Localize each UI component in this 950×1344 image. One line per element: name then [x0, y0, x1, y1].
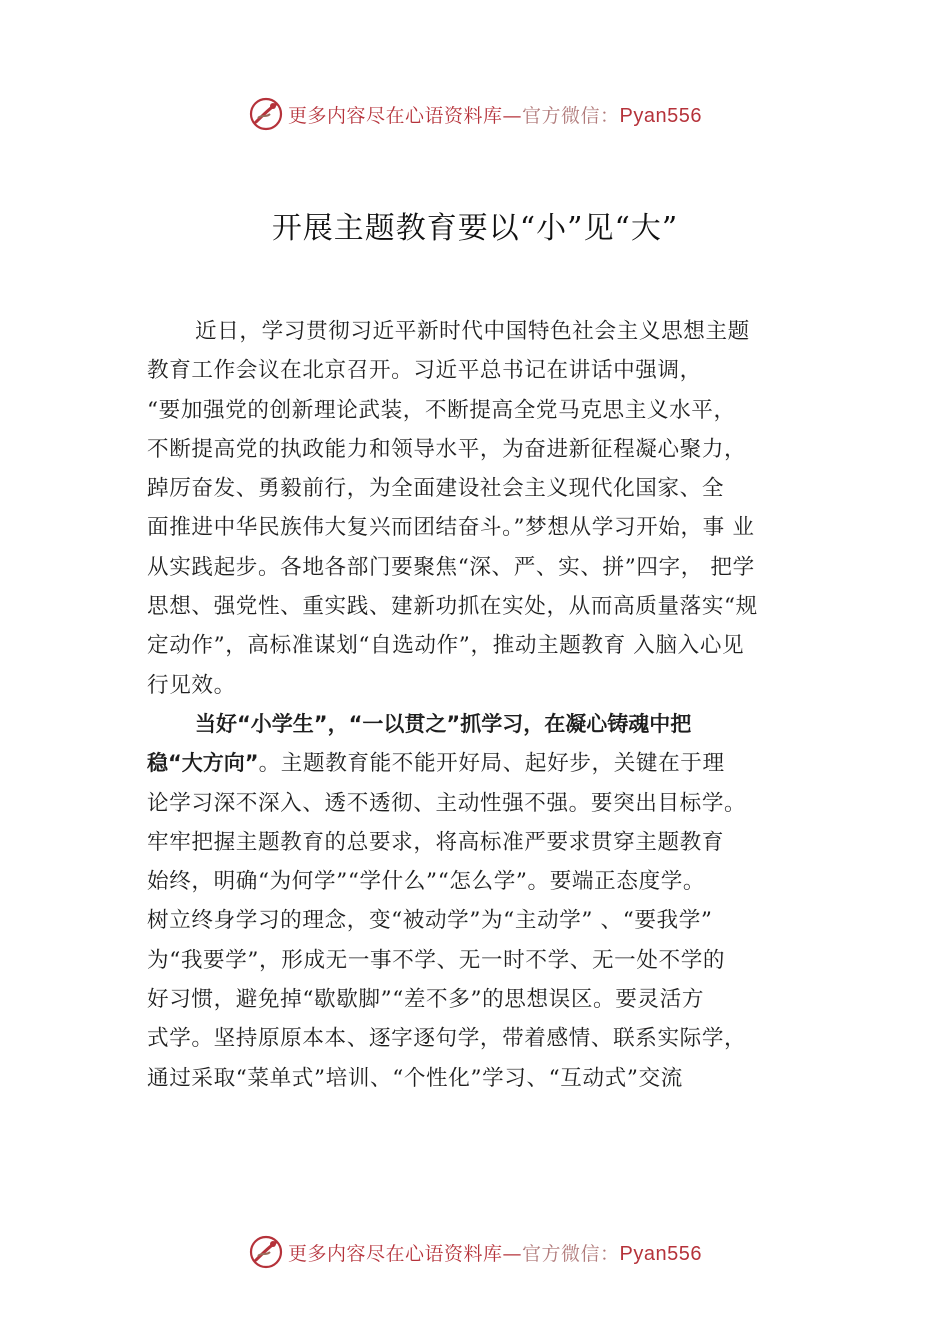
- banner-wechat-label: 官方微信：: [522, 104, 620, 127]
- brush-logo-icon: [248, 1234, 284, 1270]
- text-line-rest: 。主题教育能不能开好局、起好步，关键在于理: [258, 751, 725, 777]
- banner-separator: —: [502, 1242, 523, 1265]
- footer-banner: [0, 1232, 950, 1272]
- banner-main-text: 更多内容尽在心语资料库: [288, 104, 503, 127]
- text-line: 不断提高党的执政能力和领导水平，为奋进新征程凝心聚力，: [147, 436, 747, 462]
- section-heading-tail: 稳“大方向”: [147, 751, 259, 776]
- text-line: 始终，明确“为何学”“学什么”“怎么学”。要端正态度学。: [147, 869, 706, 895]
- text-line: 行见效。: [147, 672, 236, 698]
- banner-text: [288, 101, 702, 128]
- banner-separator: —: [502, 104, 523, 127]
- article-body: [147, 312, 827, 1098]
- paragraph-2: [147, 705, 827, 1098]
- text-line: 好习惯，避免掉“歇歇脚”“差不多”的思想误区。要灵活方: [147, 987, 705, 1013]
- text-line: 通过采取“菜单式”培训、“个性化”学习、“互动式”交流: [147, 1065, 683, 1091]
- text-line: 定动作”，高标准谋划“自选动作”，推动主题教育 入脑入心见: [147, 633, 745, 659]
- text-line: 踔厉奋发、勇毅前行，为全面建设社会主义现代化国家、全: [147, 476, 725, 502]
- text-line: 牢牢把握主题教育的总要求，将高标准严要求贯穿主题教育: [147, 829, 725, 855]
- banner-wechat-label: 官方微信：: [522, 1242, 620, 1265]
- banner-wechat-id: Pyan556: [619, 1242, 702, 1265]
- text-line: 近日，学习贯彻习近平新时代中国特色社会主义思想主题: [195, 319, 750, 344]
- banner-text: [288, 1239, 702, 1266]
- section-heading-line: 当好“小学生”，“一以贯之”抓学习，在凝心铸魂中把: [195, 711, 692, 736]
- paragraph-1: [147, 312, 827, 705]
- brush-logo-icon: [248, 96, 284, 132]
- text-line: 思想、强党性、重实践、建新功抓在实处，从而高质量落实“规: [147, 594, 758, 620]
- text-line: [147, 744, 827, 783]
- text-line: 树立终身学习的理念，变“被动学”为“主动学” 、“要我学”: [147, 908, 713, 934]
- text-line: 教育工作会议在北京召开。习近平总书记在讲话中强调，: [147, 358, 702, 384]
- banner-main-text: 更多内容尽在心语资料库: [288, 1242, 503, 1265]
- header-banner: [0, 94, 950, 134]
- text-line: 从实践起步。各地各部门要聚焦“深、严、实、拼”四字， 把学: [147, 554, 755, 580]
- text-line: 式学。坚持原原本本、逐字逐句学，带着感情、联系实际学，: [147, 1026, 747, 1052]
- banner-wechat-id: Pyan556: [619, 104, 702, 127]
- page-title: 开展主题教育要以“小”见“大”: [271, 211, 679, 246]
- text-line: “要加强党的创新理论武装，不断提高全党马克思主义水平，: [147, 397, 736, 423]
- text-line: 论学习深不深入、透不透彻、主动性强不强。要突出目标学。: [147, 790, 747, 816]
- text-line: 面推进中华民族伟大复兴而团结奋斗。”梦想从学习开始，事 业: [147, 515, 755, 541]
- text-line: 为“我要学”，形成无一事不学、无一时不学、无一处不学的: [147, 947, 726, 973]
